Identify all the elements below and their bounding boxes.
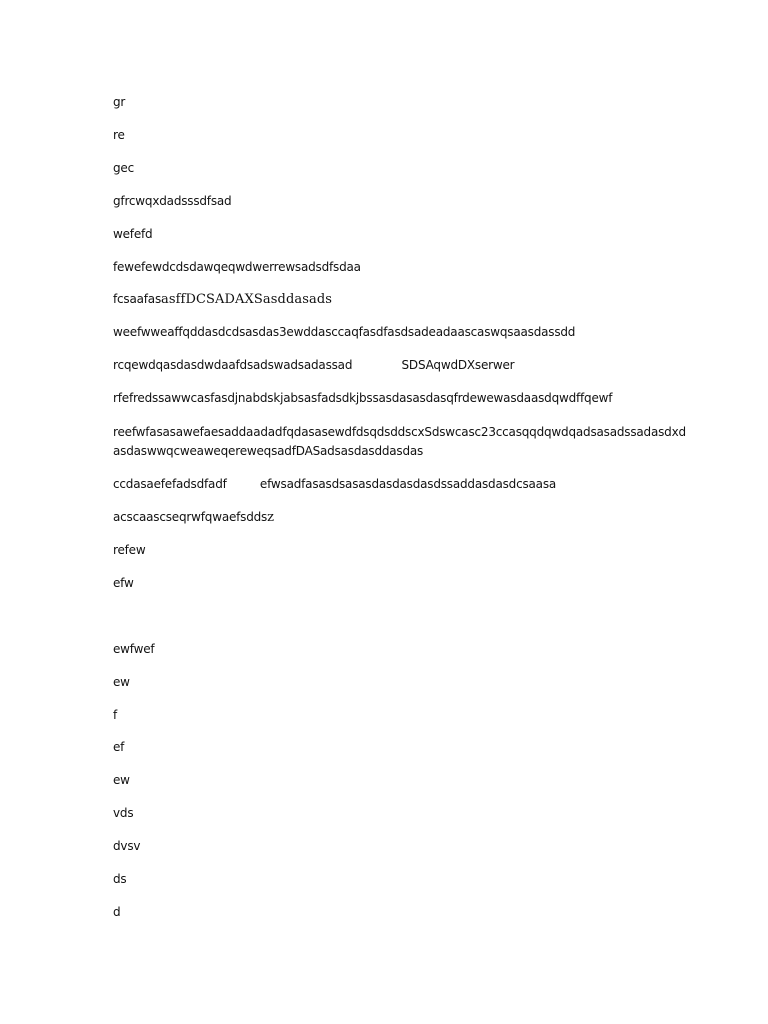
text-line-1 — [113, 94, 125, 111]
text-line-13-part-b: efwsadfasasdsasasdasdasdasdssaddasdasdcsaasa — [259, 477, 557, 491]
text-line-24 — [113, 871, 126, 888]
text-line-7-part-a: fcsaafas — [113, 292, 162, 306]
text-line-7-part-b: asffDCSADAXSasddasads — [161, 292, 333, 307]
text-line-25-content: d — [113, 905, 121, 919]
text-line-2-content: re — [113, 128, 125, 142]
text-line-23-content: dvsv — [113, 839, 141, 853]
text-line-22-content: vds — [113, 806, 134, 820]
text-line-13-part-a: ccdasaefefadsdfadf — [113, 477, 227, 491]
text-line-21 — [113, 772, 130, 789]
text-line-16-content: efw — [113, 576, 134, 590]
text-line-11-content: reefwfasasawefaesaddaadadfqdasasewdfdsqdsddscxSdswcasc23ccasqqdqwdqadsasadssadasdxd — [113, 425, 686, 439]
text-line-20 — [113, 739, 124, 756]
text-line-14-part-b: z — [267, 510, 275, 525]
text-line-6 — [113, 259, 361, 276]
text-line-21-content: ew — [113, 773, 130, 787]
text-line-19 — [113, 707, 117, 724]
text-line-10-content: rfefredssawwcasfasdjnabdskjabsasfadsdkjbssasdasasdasqfrdewewasdaasdqwdffqewf — [113, 391, 613, 405]
text-line-9-part-a: rcqewdqasdasdwdaafdsadswadsadassad — [113, 358, 353, 372]
text-line-19-content: f — [113, 708, 118, 722]
text-line-15-content: refew — [113, 543, 146, 557]
text-line-8 — [113, 324, 575, 341]
text-line-14 — [113, 509, 274, 526]
text-line-2 — [113, 127, 125, 144]
text-line-14-part-a: acscaascseqrwfqwaefsdds — [113, 510, 268, 524]
text-line-18 — [113, 674, 130, 691]
text-line-12-content: asdaswwqcweaweqereweqsadfDASadsasdasddasdas — [113, 444, 424, 458]
text-line-17-content: ewfwef — [113, 642, 155, 656]
text-line-22 — [113, 805, 133, 822]
text-line-13 — [113, 476, 556, 493]
text-line-18-content: ew — [113, 675, 130, 689]
text-line-10 — [113, 390, 612, 407]
text-line-9-part-b: SDSAqwdDXserwer — [401, 358, 515, 372]
text-line-4-content: gfrcwqxdadsssdfsad — [113, 194, 232, 208]
text-line-23 — [113, 838, 140, 855]
text-line-20-content: ef — [113, 740, 125, 754]
text-line-15 — [113, 542, 145, 559]
text-line-5-content: wefefd — [113, 227, 153, 241]
text-line-12 — [113, 443, 423, 460]
text-line-3 — [113, 160, 134, 177]
text-line-24-content: ds — [113, 872, 127, 886]
text-line-16 — [113, 575, 134, 592]
text-line-8-content: weefwweaffqddasdcdsasdas3ewddasccaqfasdfasdsadeadaascaswqsaasdassdd — [113, 325, 576, 339]
text-line-25 — [113, 904, 120, 921]
text-line-17 — [113, 641, 154, 658]
text-line-3-content: gec — [113, 161, 134, 175]
text-line-9 — [113, 357, 514, 374]
text-line-6-content: fewefewdcdsdawqeqwdwerrewsadsdfsdaa — [113, 260, 361, 274]
text-line-11 — [113, 424, 686, 441]
text-line-5 — [113, 226, 152, 243]
text-line-1-content: gr — [113, 95, 126, 109]
text-line-4 — [113, 193, 231, 210]
text-line-7 — [113, 291, 332, 308]
